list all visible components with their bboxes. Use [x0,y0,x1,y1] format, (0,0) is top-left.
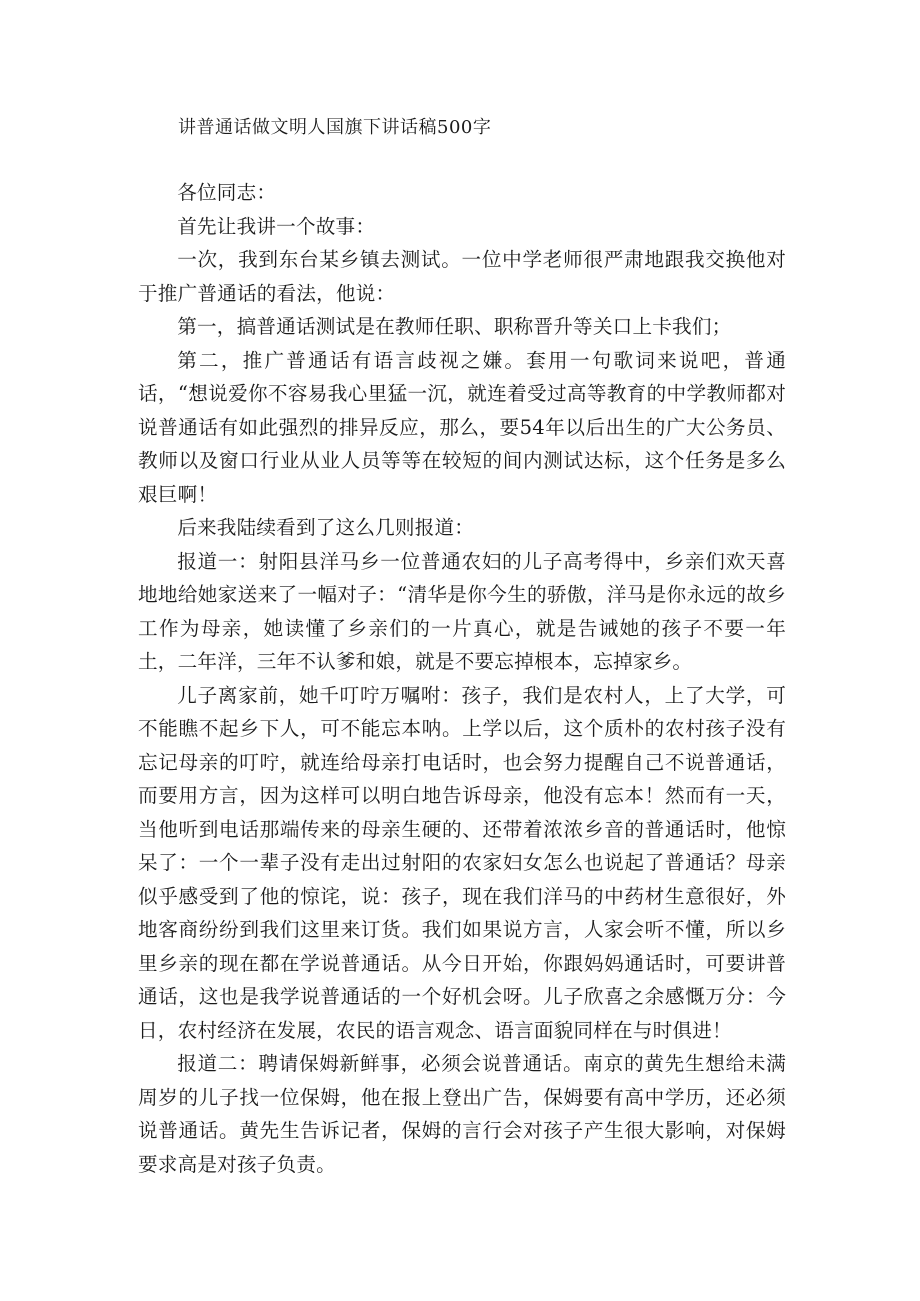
paragraph-report-one: 报道一：射阳县洋马乡一位普通农妇的儿子高考得中，乡亲们欢天喜地地给她家送来了一幅对子：“清华是你今生的骄傲，洋马是你永远的故乡工作为母亲，她读懂了乡亲们的一片真心，就是告诫她的孩子不要一年土，二年洋，三年不认爹和娘，就是不要忘掉根本，忘掉家乡。 [138,549,786,673]
paragraph-point-one: 第一，搞普通话测试是在教师任职、职称晋升等关口上卡我们； [177,315,732,338]
document-body [138,176,786,1181]
paragraph-story: 一次，我到东台某乡镇去测试。一位中学老师很严肃地跟我交换他对于推广普通话的看法，他说： [138,248,786,305]
document-title: 讲普通话做文明人国旗下讲话稿500字 [178,117,492,138]
paragraph-greeting: 各位同志： [177,181,277,204]
paragraph-point-two: 第二，推广普通话有语言歧视之嫌。套用一句歌词来说吧，普通话，“想说爱你不容易我心里猛一沉，就连着受过高等教育的中学教师都对说普通话有如此强烈的排异反应，那么，要54年以后出生的广大公务员、教师以及窗口行业从业人员等等在较短的间内测试达标，这个任务是多么艰巨啊！ [138,348,786,506]
paragraph-reports-intro: 后来我陆续看到了这么几则报道： [177,516,475,539]
paragraph-intro: 首先让我讲一个故事： [177,214,376,238]
paragraph-son-story: 儿子离家前，她千叮咛万嘱咐：孩子，我们是农村人，上了大学，可不能瞧不起乡下人，可不能忘本呐。上学以后，这个质朴的农村孩子没有忘记母亲的叮咛，就连给母亲打电话时，也会努力提醒自己不说普通话，而要用方言，因为这样可以明白地告诉母亲，他没有忘本！然而有一天，当他听到电话那端传来的母亲生硬的、还带着浓浓乡音的普通话时，他惊呆了：一个一辈子没有走出过射阳的农家妇女怎么也说起了普通话？母亲似乎感受到了他的惊诧，说：孩子，现在我们洋马的中药材生意很好，外地客商纷纷到我们这里来订货。我们如果说方言，人家会听不懂，所以乡里乡亲的现在都在学说普通话。从今日开始，你跟妈妈通话时，可要讲普通话，这也是我学说普通话的一个好机会呀。儿子欣喜之余感慨万分：今日，农村经济在发展，农民的语言观念、语言面貌同样在与时俱进！ [138,683,786,1042]
paragraph-report-two: 报道二：聘请保姆新鲜事，必须会说普通话。南京的黄先生想给未满周岁的儿子找一位保姆，他在报上登出广告，保姆要有高中学历，还必须说普通话。黄先生告诉记者，保姆的言行会对孩子产生很大影响，对保姆要求高是对孩子负责。 [138,1052,786,1176]
